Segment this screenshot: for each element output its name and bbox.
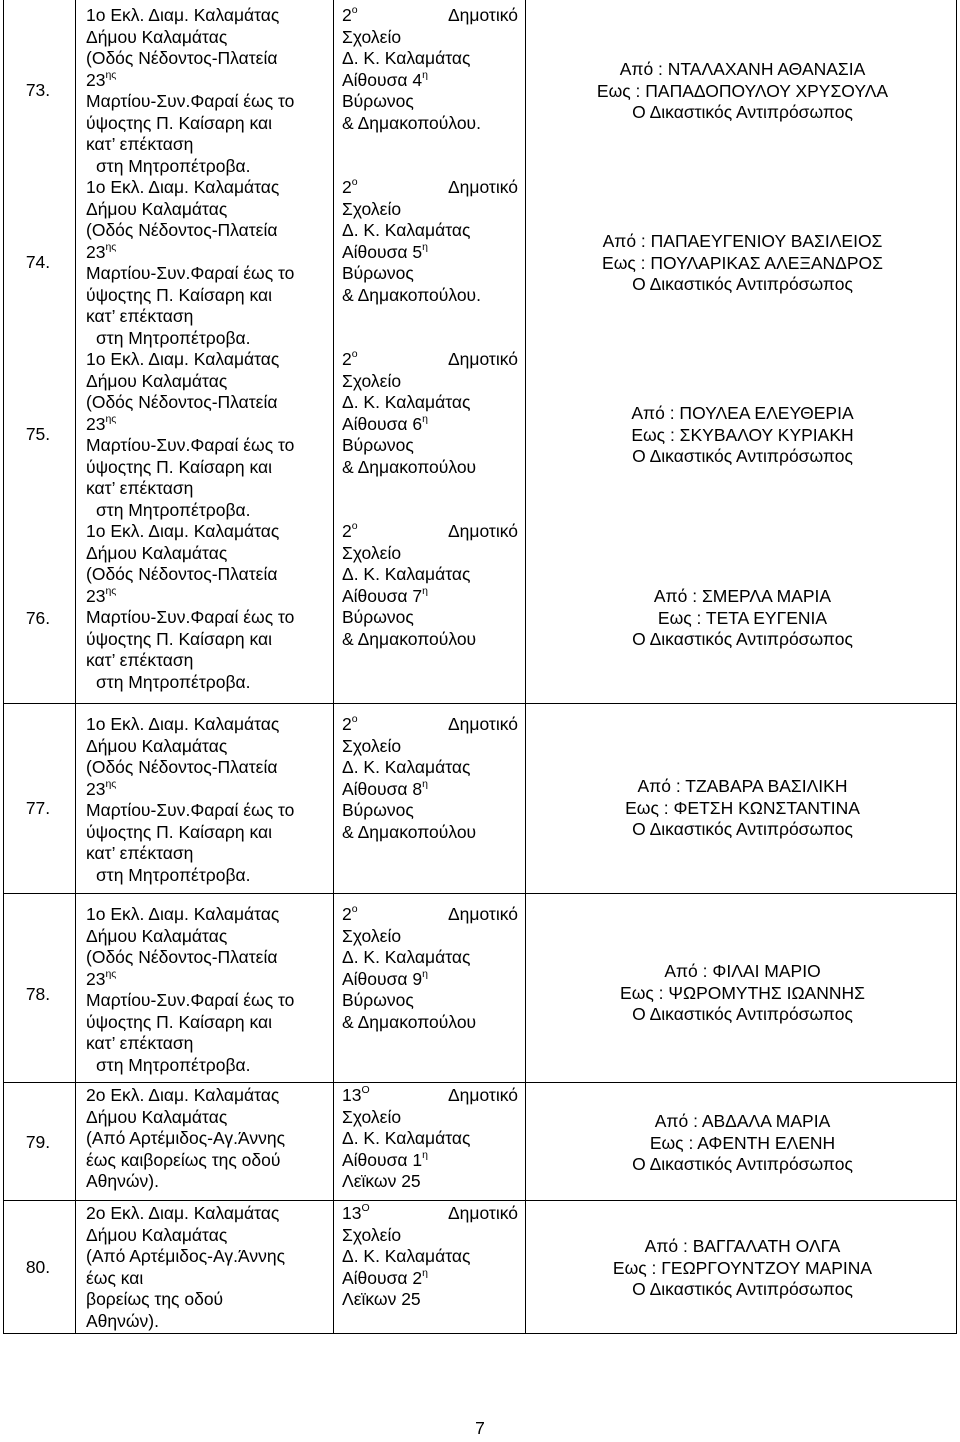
row-number: 80. (25, 1257, 51, 1277)
ordinal-suffix: Ο (361, 1084, 370, 1097)
room-name: Αίθουσα 9 (342, 968, 423, 989)
range-to: Εως : ΦΕΤΣΗ ΚΩΝΣΤΑΝΤΙΝΑ (625, 797, 860, 818)
row-divider (3, 703, 957, 704)
row-number: 78. (25, 984, 51, 1004)
location-line: στη Μητροπέτροβα. (96, 864, 251, 885)
location-description (86, 714, 326, 886)
street-name: & Δημακοπούλου (342, 1011, 477, 1032)
location-line: Αθηνών). (86, 1310, 159, 1331)
school-type: Δημοτικό (447, 1085, 518, 1105)
column-divider (333, 0, 334, 1333)
table-border-right (956, 0, 957, 1333)
range-to: Εως : ΑΦΕΝΤΗ ΕΛΕΝΗ (649, 1132, 836, 1153)
location-line: κατ’ επέκταση (86, 478, 194, 498)
school-number: 2 (342, 714, 352, 734)
representative-role: Ο Δικαστικός Αντιπρόσωπος (632, 819, 853, 839)
representative-role: Ο Δικαστικός Αντιπρόσωπος (632, 629, 853, 649)
location-line: ύψοςτης Π. Καίσαρη και (86, 284, 272, 305)
ordinal-suffix: ο (351, 520, 358, 533)
polling-venue (342, 904, 518, 1033)
ordinal-suffix: ης (105, 68, 117, 81)
location-line: Μαρτίου-Συν.Φαραί έως το (86, 91, 295, 111)
representative-role: Ο Δικαστικός Αντιπρόσωπος (632, 1004, 853, 1024)
range-from: Από : ΣΜΕΡΛΑ ΜΑΡΙΑ (653, 586, 832, 606)
street-name: Βύρωνος (342, 800, 414, 820)
location-line: Δήμου Καλαμάτας (86, 542, 228, 563)
street-name: & Δημακοπούλου. (342, 112, 481, 133)
ordinal-suffix: ο (351, 176, 358, 189)
range-from: Από : ΦΙΛΑΙ ΜΑΡΙΟ (664, 961, 821, 981)
location-line: ύψοςτης Π. Καίσαρη και (86, 1011, 272, 1032)
ordinal-suffix: ο (351, 713, 358, 726)
room-name: Αίθουσα 2 (342, 1267, 423, 1288)
room-name: Αίθουσα 6 (342, 413, 423, 434)
row-divider (3, 1082, 957, 1083)
location-line: στη Μητροπέτροβα. (96, 499, 251, 520)
row-number: 76. (25, 608, 51, 628)
representative-range (535, 1111, 950, 1176)
location-line: στη Μητροπέτροβα. (96, 327, 251, 348)
ordinal-suffix: η (422, 412, 428, 425)
polling-venue (342, 1203, 518, 1311)
range-from: Από : ΠΑΠΑΕΥΓΕΝΙΟΥ ΒΑΣΙΛΕΙΟΣ (602, 231, 883, 251)
location-line: κατ’ επέκταση (86, 306, 194, 326)
representative-range (535, 776, 950, 841)
location-line: 2ο Εκλ. Διαμ. Καλαμάτας (86, 1203, 280, 1223)
school-label: Σχολείο (342, 1224, 402, 1245)
location-line: Δήμου Καλαμάτας (86, 1224, 228, 1245)
location-line: (Οδός Νέδοντος-Πλατεία (86, 564, 278, 584)
location-line: Μαρτίου-Συν.Φαραί έως το (86, 990, 295, 1010)
location-description (86, 904, 326, 1076)
school-type: Δημοτικό (447, 714, 518, 734)
representative-role: Ο Δικαστικός Αντιπρόσωπος (632, 274, 853, 294)
polling-venue (342, 1085, 518, 1193)
ordinal-suffix: η (422, 584, 428, 597)
school-type: Δημοτικό (447, 904, 518, 924)
school-type: Δημοτικό (447, 349, 518, 369)
room-name: Αίθουσα 5 (342, 241, 423, 262)
school-label: Σχολείο (342, 735, 402, 756)
polling-venue (342, 714, 518, 843)
location-line: 23 (86, 413, 106, 434)
ordinal-suffix: ο (351, 4, 358, 17)
city-name: Δ. Κ. Καλαμάτας (342, 564, 471, 584)
polling-venue (342, 521, 518, 650)
location-line: Δήμου Καλαμάτας (86, 370, 228, 391)
range-from: Από : ΝΤΑΛΑΧΑΝΗ ΑΘΑΝΑΣΙΑ (619, 59, 866, 79)
ordinal-suffix: ης (105, 777, 117, 790)
location-line: 23 (86, 241, 106, 262)
column-divider (75, 0, 76, 1333)
range-from: Από : ΠΟΥΛΕΑ ΕΛΕΥΘΕΡΙΑ (631, 403, 854, 423)
school-number: 2 (342, 5, 352, 25)
school-type: Δημοτικό (447, 177, 518, 197)
location-line: έως και (86, 1267, 144, 1288)
location-description (86, 5, 326, 177)
room-name: Αίθουσα 7 (342, 585, 423, 606)
range-from: Από : ΑΒΔΑΛΑ ΜΑΡΙΑ (654, 1111, 831, 1131)
location-line: ύψοςτης Π. Καίσαρη και (86, 628, 272, 649)
location-line: ύψοςτης Π. Καίσαρη και (86, 821, 272, 842)
location-line: (Οδός Νέδοντος-Πλατεία (86, 392, 278, 412)
school-number: 2 (342, 177, 352, 197)
school-label: Σχολείο (342, 370, 402, 391)
location-line: 23 (86, 585, 106, 606)
polling-venue (342, 5, 518, 134)
location-line: 23 (86, 968, 106, 989)
range-to: Εως : ΨΩΡΟΜΥΤΗΣ ΙΩΑΝΝΗΣ (620, 982, 865, 1003)
ordinal-suffix: η (422, 1148, 428, 1161)
range-to: Εως : ΓΕΩΡΓΟΥΝΤΖΟΥ ΜΑΡΙΝΑ (612, 1257, 873, 1278)
room-name: Αίθουσα 1 (342, 1149, 423, 1170)
location-line: Δήμου Καλαμάτας (86, 1106, 228, 1127)
location-line: Μαρτίου-Συν.Φαραί έως το (86, 435, 295, 455)
location-line: στη Μητροπέτροβα. (96, 155, 251, 176)
representative-role: Ο Δικαστικός Αντιπρόσωπος (632, 446, 853, 466)
school-type: Δημοτικό (447, 5, 518, 25)
city-name: Δ. Κ. Καλαμάτας (342, 220, 471, 240)
representative-range (535, 961, 950, 1026)
city-name: Δ. Κ. Καλαμάτας (342, 1128, 471, 1148)
location-line: 1ο Εκλ. Διαμ. Καλαμάτας (86, 904, 280, 924)
row-divider (3, 1200, 957, 1201)
street-name: & Δημακοπούλου (342, 821, 477, 842)
row-number: 77. (25, 798, 51, 818)
polling-venue (342, 177, 518, 306)
city-name: Δ. Κ. Καλαμάτας (342, 947, 471, 967)
street-name: Βύρωνος (342, 91, 414, 111)
polling-venue (342, 349, 518, 478)
ordinal-suffix: η (422, 777, 428, 790)
school-type: Δημοτικό (447, 1203, 518, 1223)
city-name: Δ. Κ. Καλαμάτας (342, 1246, 471, 1266)
range-from: Από : ΒΑΓΓΑΛΑΤΗ ΟΛΓΑ (644, 1236, 841, 1256)
school-number: 13 (342, 1085, 362, 1105)
city-name: Δ. Κ. Καλαμάτας (342, 757, 471, 777)
ordinal-suffix: Ο (361, 1202, 370, 1215)
range-to: Εως : ΤΕΤΑ ΕΥΓΕΝΙΑ (657, 607, 828, 628)
city-name: Δ. Κ. Καλαμάτας (342, 392, 471, 412)
row-number: 74. (25, 252, 51, 272)
school-number: 2 (342, 521, 352, 541)
location-line: Μαρτίου-Συν.Φαραί έως το (86, 800, 295, 820)
column-divider (525, 0, 526, 1333)
ordinal-suffix: ης (105, 967, 117, 980)
location-line: Δήμου Καλαμάτας (86, 925, 228, 946)
range-to: Εως : ΠΑΠΑΔΟΠΟΥΛΟΥ ΧΡΥΣΟΥΛΑ (596, 80, 889, 101)
location-line: Μαρτίου-Συν.Φαραί έως το (86, 607, 295, 627)
city-name: Δ. Κ. Καλαμάτας (342, 48, 471, 68)
street-name: Βύρωνος (342, 435, 414, 455)
street-name: & Δημακοπούλου (342, 456, 477, 477)
ordinal-suffix: ο (351, 348, 358, 361)
location-line: στη Μητροπέτροβα. (96, 1054, 251, 1075)
location-line: έως καιβορείως της οδού (86, 1149, 281, 1170)
location-line: (Οδός Νέδοντος-Πλατεία (86, 48, 278, 68)
ordinal-suffix: η (422, 240, 428, 253)
location-description (86, 1203, 326, 1332)
ordinal-suffix: η (422, 68, 428, 81)
representative-range (535, 59, 950, 124)
location-line: στη Μητροπέτροβα. (96, 671, 251, 692)
school-label: Σχολείο (342, 542, 402, 563)
location-line: 1ο Εκλ. Διαμ. Καλαμάτας (86, 349, 280, 369)
ordinal-suffix: ης (105, 584, 117, 597)
ordinal-suffix: η (422, 967, 428, 980)
location-line: κατ’ επέκταση (86, 1033, 194, 1053)
street-name: Λεϊκων 25 (342, 1289, 421, 1309)
location-line: 2ο Εκλ. Διαμ. Καλαμάτας (86, 1085, 280, 1105)
school-type: Δημοτικό (447, 521, 518, 541)
school-label: Σχολείο (342, 26, 402, 47)
representative-role: Ο Δικαστικός Αντιπρόσωπος (632, 1154, 853, 1174)
school-label: Σχολείο (342, 198, 402, 219)
range-from: Από : ΤΖΑΒΑΡΑ ΒΑΣΙΛΙΚΗ (637, 776, 848, 796)
representative-range (535, 403, 950, 468)
street-name: & Δημακοπούλου (342, 628, 477, 649)
location-line: 23 (86, 69, 106, 90)
location-line: 23 (86, 778, 106, 799)
table-border-bottom (3, 1333, 957, 1334)
location-line: 1ο Εκλ. Διαμ. Καλαμάτας (86, 177, 280, 197)
ordinal-suffix: ης (105, 240, 117, 253)
location-line: Δήμου Καλαμάτας (86, 198, 228, 219)
location-line: 1ο Εκλ. Διαμ. Καλαμάτας (86, 521, 280, 541)
location-line: κατ’ επέκταση (86, 134, 194, 154)
street-name: & Δημακοπούλου. (342, 284, 481, 305)
school-label: Σχολείο (342, 925, 402, 946)
ordinal-suffix: ης (105, 412, 117, 425)
location-line: βορείως της οδού (86, 1289, 224, 1309)
location-line: (Οδός Νέδοντος-Πλατεία (86, 947, 278, 967)
location-line: κατ’ επέκταση (86, 843, 194, 863)
location-line: κατ’ επέκταση (86, 650, 194, 670)
location-line: 1ο Εκλ. Διαμ. Καλαμάτας (86, 5, 280, 25)
location-line: (Από Αρτέμιδος-Αγ.Άννης (86, 1128, 286, 1148)
street-name: Λεϊκων 25 (342, 1171, 421, 1191)
room-name: Αίθουσα 8 (342, 778, 423, 799)
row-number: 75. (25, 424, 51, 444)
school-number: 2 (342, 904, 352, 924)
street-name: Βύρωνος (342, 990, 414, 1010)
location-line: ύψοςτης Π. Καίσαρη και (86, 456, 272, 477)
location-line: 1ο Εκλ. Διαμ. Καλαμάτας (86, 714, 280, 734)
location-line: Δήμου Καλαμάτας (86, 735, 228, 756)
school-label: Σχολείο (342, 1106, 402, 1127)
location-description (86, 1085, 326, 1193)
range-to: Εως : ΠΟΥΛΑΡΙΚΑΣ ΑΛΕΞΑΝΔΡΟΣ (602, 252, 883, 273)
representative-range (535, 586, 950, 651)
street-name: Βύρωνος (342, 607, 414, 627)
representative-range (535, 231, 950, 296)
representative-range (535, 1236, 950, 1301)
range-to: Εως : ΣΚΥΒΑΛΟΥ ΚΥΡΙΑΚΗ (631, 424, 854, 445)
ordinal-suffix: ο (351, 903, 358, 916)
location-description (86, 349, 326, 521)
location-line: ύψοςτης Π. Καίσαρη και (86, 112, 272, 133)
location-description (86, 521, 326, 693)
school-number: 13 (342, 1203, 362, 1223)
row-number: 73. (25, 80, 51, 100)
location-line: (Οδός Νέδοντος-Πλατεία (86, 220, 278, 240)
location-line: (Από Αρτέμιδος-Αγ.Άννης (86, 1246, 286, 1266)
ordinal-suffix: η (422, 1266, 428, 1279)
location-line: Μαρτίου-Συν.Φαραί έως το (86, 263, 295, 283)
street-name: Βύρωνος (342, 263, 414, 283)
location-line: Αθηνών). (86, 1171, 159, 1191)
room-name: Αίθουσα 4 (342, 69, 423, 90)
location-line: Δήμου Καλαμάτας (86, 26, 228, 47)
representative-role: Ο Δικαστικός Αντιπρόσωπος (632, 1279, 853, 1299)
location-line: (Οδός Νέδοντος-Πλατεία (86, 757, 278, 777)
school-number: 2 (342, 349, 352, 369)
row-divider (3, 893, 957, 894)
location-description (86, 177, 326, 349)
representative-role: Ο Δικαστικός Αντιπρόσωπος (632, 102, 853, 122)
page-number: 7 (475, 1418, 485, 1438)
row-number: 79. (25, 1132, 51, 1152)
